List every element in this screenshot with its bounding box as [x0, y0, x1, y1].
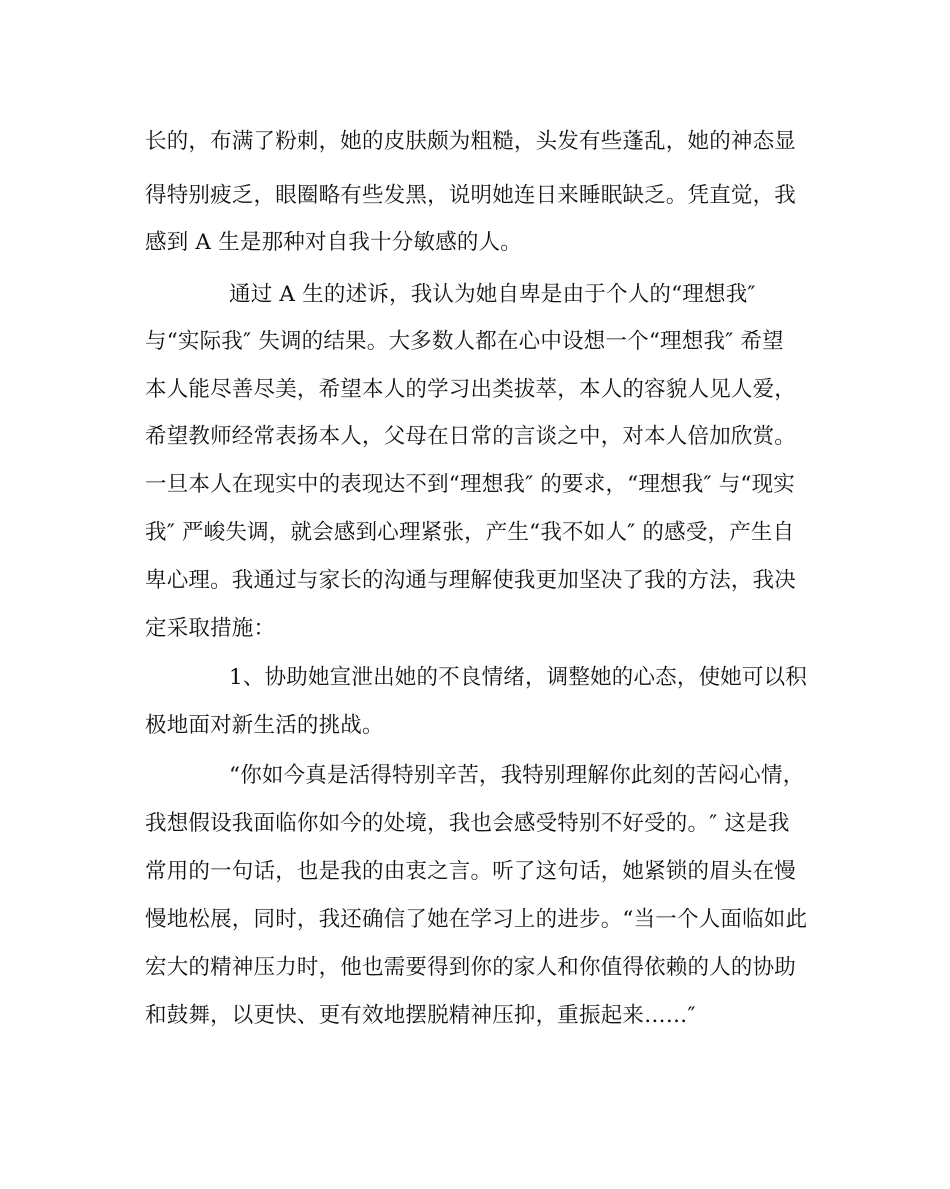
text-line: 长的，布满了粉刺，她的皮肤颇为粗糙，头发有些蓬乱，她的神态显 — [145, 129, 797, 154]
text-line: 和鼓舞，以更快、更有效地摆脱精神压抑，重振起来……″ — [145, 1003, 696, 1028]
text-line: 得特别疲乏，眼圈略有些发黑，说明她连日来睡眠缺乏。凭直觉，我 — [145, 183, 797, 208]
text-line: 一旦本人在现实中的表现达不到“理想我″ 的要求，“理想我″ 与“现实 — [145, 472, 796, 497]
text-line: “你如今真是活得特别辛苦，我特别理解你此刻的苦闷心情， — [229, 763, 805, 788]
text-line: 极地面对新生活的挑战。 — [145, 713, 384, 738]
text-line: 感到 A 生是那种对自我十分敏感的人。 — [145, 230, 522, 255]
text-line: 我想假设我面临你如今的处境，我也会感受特别不好受的。″ 这是我 — [145, 811, 790, 836]
text-line: 定采取措施： — [145, 616, 276, 641]
text-line: 宏大的精神压力时，他也需要得到你的家人和你值得依赖的人的协助 — [145, 955, 797, 980]
text-line: 我″ 严峻失调，就会感到心理紧张，产生“我不如人″ 的感受，产生自 — [145, 520, 795, 545]
text-line: 常用的一句话，也是我的由衷之言。听了这句话，她紧锁的眉头在慢 — [145, 859, 797, 884]
text-line: 与“实际我″ 失调的结果。大多数人都在心中设想一个“理想我″ 希望 — [145, 329, 784, 354]
text-line: 通过 A 生的述诉，我认为她自卑是由于个人的“理想我″ — [229, 282, 756, 307]
text-line: 本人能尽善尽美，希望本人的学习出类拔萃，本人的容貌人见人爱， — [145, 377, 797, 402]
text-line: 1、协助她宣泄出她的不良情绪，调整她的心态，使她可以积 — [229, 665, 808, 690]
text-line: 卑心理。我通过与家长的沟通与理解使我更加坚决了我的方法，我决 — [145, 568, 797, 593]
text-line: 慢地松展，同时，我还确信了她在学习上的进步。“当一个人面临如此 — [145, 907, 808, 932]
text-line: 希望教师经常表扬本人，父母在日常的言谈之中，对本人倍加欣赏。 — [145, 424, 797, 449]
